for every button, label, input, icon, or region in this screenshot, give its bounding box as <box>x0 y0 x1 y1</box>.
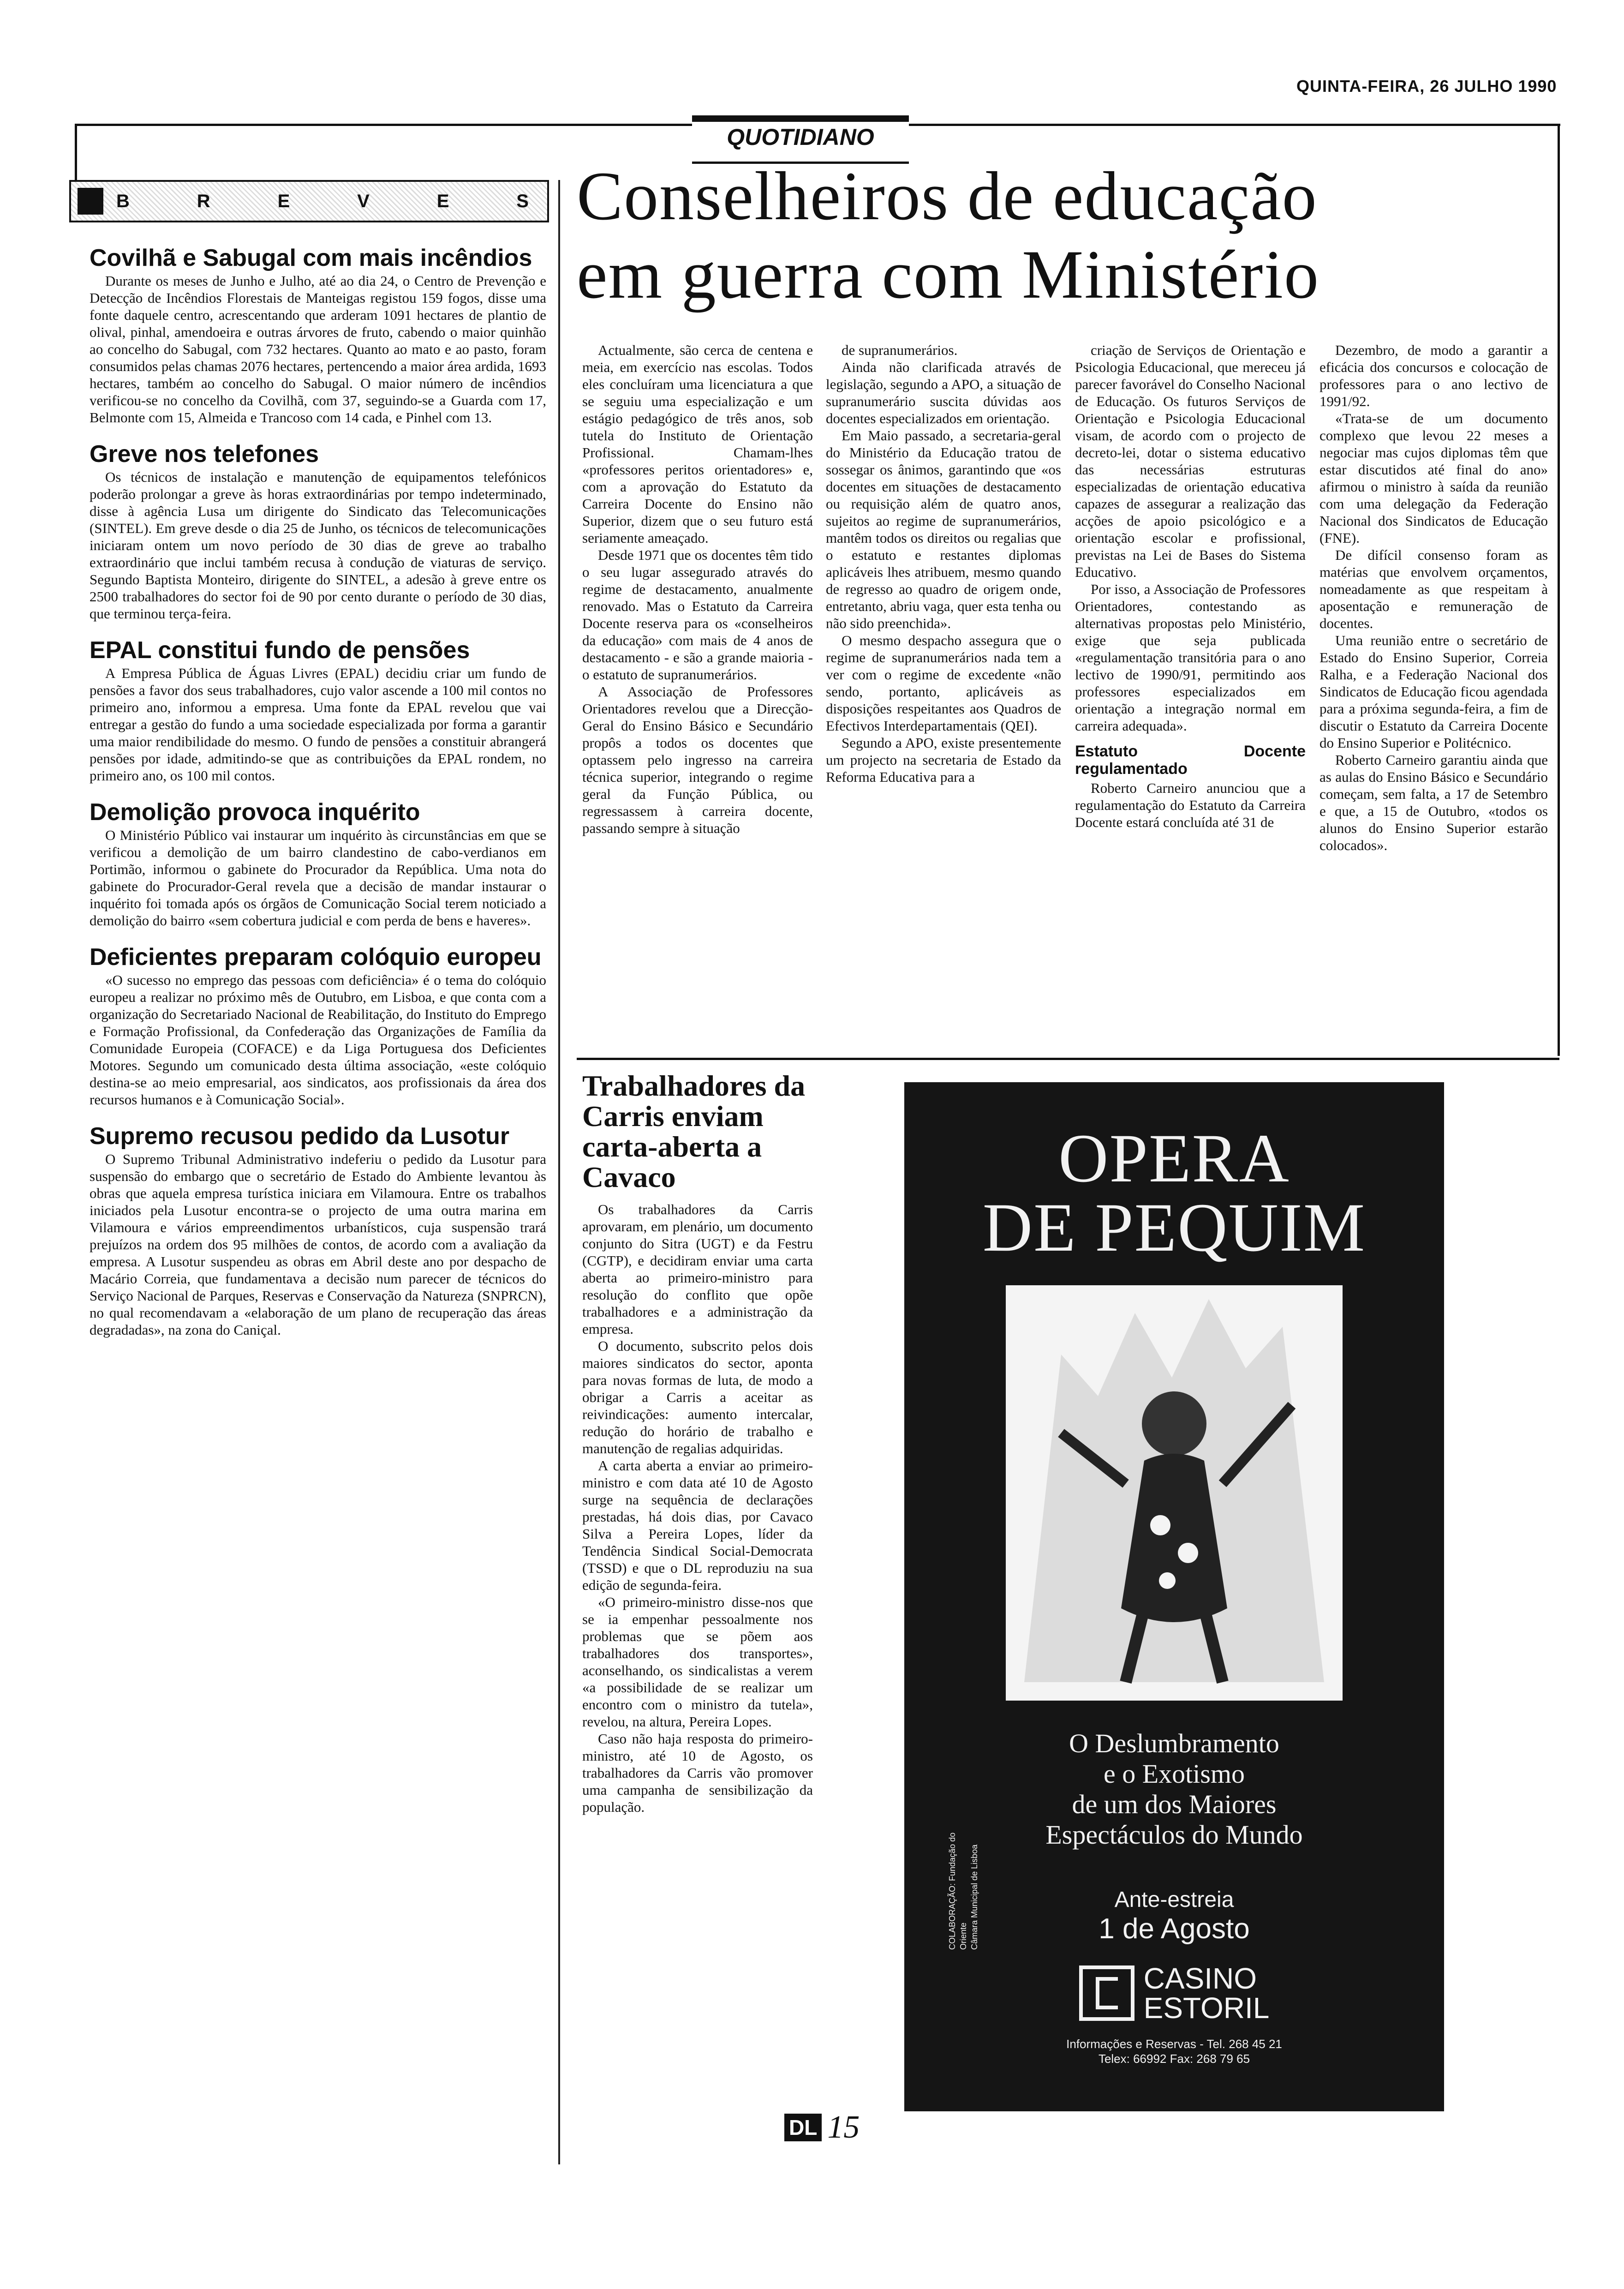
brief-item <box>90 1124 546 1338</box>
banner-letter: V <box>357 191 370 211</box>
ad-title-line: DE PEQUIM <box>982 1189 1366 1266</box>
brief-item <box>90 800 546 929</box>
section-label: QUOTIDIANO <box>727 124 874 150</box>
casino-estoril-logo <box>904 1964 1444 2023</box>
brief-title: Deficientes preparam colóquio europeu <box>90 944 542 971</box>
brief-body: A Empresa Pública de Águas Livres (EPAL) decidiu criar um fundo de pensões a favor dos seus trabalhadores, cujo valor ascende a 100 mil contos no primeiro ano, informou a empresa. Uma fonte da EPAL revelou que vai entregar a gestão do fundo a uma sociedade especializada por forma a garantir uma maior rendibilidade do mesmo. O fundo de pensões a constituir abrangerá pensões por idade, admitindo-se que as contribuições da EPAL rondem, no primeiro ano, os 100 mil contos. <box>90 665 546 784</box>
carris-article: Trabalhadores da Carris enviam carta-aberta a Cavaco Os trabalhadores da Carris aprovaram, em plenário, um documento conjunto do Sitra (UGT) e da Festru (CGTP), e decidiram enviar uma carta aberta ao primeiro-ministro para resolução do conflito que opõe trabalhadores e a administração da empresa. O documento, subscrito pelos dois maiores sindicatos do sector, aponta para novas formas de luta, de modo a obrigar a Carris a aceitar as reivindicações: aumento intercalar, redução do horário de trabalho e manutenção de regalias adquiridas. A carta aberta a enviar ao primeiro-ministro e com data até 10 de Agosto surge na sequência de declarações prestadas, há dois dias, por Cavaco Silva a Pereira Lopes, líder da Tendência Sindical Social-Democrata (TSSD) e que o DL reproduziu na sua edição de segunda-feira. «O primeiro-ministro disse-nos que se ia empenhar pessoalmente nos problemas que se põem aos trabalhadores dos transportes», aconselhando, os sindicalistas a verem «a possibilidade de se realizar um encontro com o ministro da tutela», revelou, na altura, Pereira Lopes. Caso não haja resposta do primeiro-ministro, até 10 de Agosto, os trabalhadores da Carris vão promover uma campanha de sensibilização da população. <box>582 1069 813 1815</box>
article-subheading: Estatuto Docente regulamentado <box>1075 743 1306 778</box>
ad-tagline-line: Espectáculos do Mundo <box>1045 1820 1303 1850</box>
ad-tagline-line: e o Exotismo <box>1103 1759 1245 1789</box>
banner-letter: E <box>436 191 449 211</box>
banner-letter: B <box>116 191 130 211</box>
ad-contacts: Telex: 66992 Fax: 268 79 65 <box>1098 2052 1250 2066</box>
main-article-col-3: criação de Serviços de Orientação e Psicologia Educacional, que mereceu já parecer favorável do Conselho Nacional de Educação. Os futuros Serviços de Orientação e Psicologia Educacional visam, de acordo com o projecto de decreto-lei, dotar o sistema educativo das necessárias estruturas especializadas de orientação educativa capazes de assegurar a realização das acções de apoio psicológico e a orientação escolar e profissional, previstas na Lei de Bases do Sistema Educativo. Por isso, a Associação de Professores Orientadores, contestando as alternativas propostas pelo Ministério, exige que seja publicada «regulamentação transitória para o ano lectivo de 1990/91, permitindo aos professores especializados em orientação a integração normal em carreira adequada». Estatuto Docente regulamentado Roberto Carneiro anunciou que a regulamentação do Estatuto da Carreira Docente estará concluída até 31 de <box>1075 342 1306 830</box>
breves-banner <box>69 180 549 222</box>
main-article-col-1: Actualmente, são cerca de centena e meia, em exercício nas escolas. Todos eles concluíram uma licenciatura a que se seguiu uma especialização e um estágio pedagógico de três anos, sob tutela do Instituto de Orientação Profissional. Chamam-lhes «professores peritos orientadores» e, com a aprovação do Estatuto da Carreira Docente do Ensino não Superior, dizem que o seu futuro está seriamente ameaçado. Desde 1971 que os docentes têm tido o seu lugar assegurado através do regime de destacamento, anualmente renovado. Mas o Estatuto da Carreira Docente reserva para os «conselheiros da educação» com mais de 4 anos de destacamento - e são a grande maioria - o estatuto de supranumerários. A Associação de Professores Orientadores revelou que a Direcção-Geral do Ensino Básico e Secundário propôs a todos os docentes que optassem pelo ingresso na carreira técnica superior, integrando o regime geral da Função Pública, ou regressassem à carreira docente, passando sempre à situação <box>582 342 813 836</box>
brief-title: EPAL constitui fundo de pensões <box>90 637 470 664</box>
banner-letter: R <box>197 191 210 211</box>
ad-tagline-line: de um dos Maiores <box>1072 1789 1277 1819</box>
main-article-col-2: de supranumerários. Ainda não clarificada através de legislação, segundo a APO, a situação de supranumerário suscita dúvidas aos docentes especializados em orientação. Em Maio passado, a secretaria-geral do Ministério da Educação tratou de sossegar os ânimos, garantindo que «os docentes em situações de destacamento ou requisição além de quatro anos, sujeitos ao regime de supranumerários, mantêm todos os direitos ou regalias que o estatuto e restantes diplomas aplicáveis lhes atribuem, mesmo quando de regresso ao quadro de origem onde, entretanto, abriu vaga, quer esta tenha ou não sido preenchida». O mesmo despacho assegura que o regime de supranumerários nada tem a ver com o regime de excedente «não sendo, portanto, aplicáveis as disposições respeitantes aos Quadros de Efectivos Interdepartamentais (QEI). Segundo a APO, existe presentemente um projecto na secretaria de Estado da Reforma Educativa para a <box>826 342 1061 785</box>
article-bottom-rule <box>577 1058 1559 1060</box>
main-headline <box>577 157 1555 314</box>
opera-advertisement[interactable] <box>904 1082 1444 2111</box>
casino-name-line: CASINO <box>1143 1962 1257 1995</box>
opera-performer-illustration <box>1006 1285 1343 1701</box>
brief-title: Covilhã e Sabugal com mais incêndios <box>90 245 532 271</box>
ad-title-line: OPERA <box>1058 1120 1290 1197</box>
brief-title: Supremo recusou pedido da Lusotur <box>90 1123 510 1150</box>
ad-sponsors <box>947 1811 980 1950</box>
main-article-col-4: Dezembro, de modo a garantir a eficácia dos concursos e colocação de professores para o ano lectivo de 1991/92. «Trata-se de um documento complexo que levou 22 meses a negociar mas cujos diplomas têm que estar discutidos até final do ano» afirmou o ministro à saída da reunião com uma delegação da Federação Nacional dos Sindicatos de Educação (FNE). De difícil consenso foram as matérias que envolvem orçamentos, nomeadamente as que respeitam à aposentação e remuneração de docentes. Uma reunião entre o secretário de Estado do Ensino Superior, Correia Ralha, e a Federação Nacional dos Sindicatos de Educação ficou agendada para a próxima segunda-feira, a fim de discutir o Estatuto da Carreira Docente do Ensino Superior e Politécnico. Roberto Carneiro garantiu ainda que as aulas do Ensino Básico e Secundário começam, sem falta, a 17 de Setembro e que, a 15 de Outubro, «todos os alunos do Ensino Superior estarão colocados». <box>1320 342 1548 853</box>
dl-logo: DL <box>784 2114 822 2141</box>
breves-column <box>69 180 560 2164</box>
ad-premiere-date: 1 de Agosto <box>1099 1913 1250 1945</box>
casino-logo-icon <box>1079 1965 1134 2021</box>
frame-left-rule <box>75 124 77 188</box>
brief-item <box>90 945 546 1108</box>
main-headline-line: Conselheiros de educação <box>577 158 1318 234</box>
ad-premiere-label: Ante-estreia <box>1114 1888 1234 1912</box>
brief-title: Greve nos telefones <box>90 441 319 467</box>
brief-body: «O sucesso no emprego das pessoas com deficiência» é o tema do colóquio europeu a realizar no próximo mês de Outubro, em Lisboa, e que conta com a organização do Secretariado Nacional de Reabilitação, do Instituto do Emprego e Formação Profissional, da Confederação das Organizações de Família da Comunidade Europeia (COFACE) e da Liga Portuguesa dos Deficientes Motores. Segundo um comunicado desta última associação, «este colóquio destina-se ao meio empresarial, aos sindicatos, aos profissionais da área dos recursos humanos e à Comunicação Social». <box>90 972 546 1108</box>
page-number: 15 <box>827 2109 860 2145</box>
brief-body: Os técnicos de instalação e manutenção de equipamentos telefónicos poderão prolongar a greve às horas extraordinárias por tempo indeterminado, disse à agência Lusa um dirigente do Sindicato das Telecomunicações (SINTEL). Em greve desde o dia 25 de Junho, os técnicos de telecomunicações iniciaram ontem um novo período de 30 dias de greve ao trabalho extraordinário que inclui também recusa à condução de viaturas de serviço. Segundo Baptista Monteiro, dirigente do SINTEL, a adesão à greve entre os 2500 trabalhadores do sector foi de 90 por cento durante o período de 30 dias, que terminou terça-feira. <box>90 469 546 622</box>
brief-item <box>90 246 546 426</box>
brief-title: Demolição provoca inquérito <box>90 799 420 826</box>
banner-letter: S <box>516 191 529 211</box>
brief-item <box>90 442 546 622</box>
frame-right-rule <box>1558 124 1560 1056</box>
ad-tagline-line: O Deslumbramento <box>1069 1728 1279 1758</box>
ad-sponsor-line: COLABORAÇÃO: Fundação do Oriente <box>948 1832 968 1950</box>
ad-info: Informações e Reservas - Tel. 268 45 21 <box>1066 2037 1282 2051</box>
ad-sponsor-line: Câmara Municipal de Lisboa <box>970 1844 979 1950</box>
banner-square-icon <box>78 188 103 215</box>
page-footer <box>784 2109 860 2146</box>
ad-tagline <box>904 1728 1444 1850</box>
ad-title <box>904 1120 1444 1266</box>
brief-body: O Supremo Tribunal Administrativo indeferiu o pedido da Lusotur para suspensão do embargo que o secretário de Estado do Ambiente levantou às obras que aquela empresa turística iniciara em Vilamoura. Entre os trabalhos iniciados pela Lusotur encontra-se o projecto de uma outra marina em Vilamoura e vários empreendimentos urbanísticos, cuja suspensão trará prejuízos na ordem dos 95 milhões de contos, de acordo com a avaliação da empresa. A Lusotur suspendeu as obras em Abril deste ano por despacho de Macário Correia, que fundamentava a decisão num parecer de técnicos do Serviço Nacional de Parques, Reservas e Conservação da Natureza (SNPRCN), no qual recomendavam a «elaboração de um plano de recuperação das áreas degradadas», na zona do Caniçal. <box>90 1151 546 1338</box>
casino-name-line: ESTORIL <box>1143 1991 1270 2025</box>
brief-body: Durante os meses de Junho e Julho, até ao dia 24, o Centro de Prevenção e Detecção de Incêndios Florestais de Manteigas registou 159 fogos, disse uma fonte daquele centro, acrescentando que arderam 1091 hectares de plantio de olival, pinhal, amendoeira e outras árvores de fruto, cabendo o maior quinhão ao concelho do Sabugal, com 732 hectares. Quanto ao mato e ao pasto, foram consumidos pelas chamas 2076 hectares, pertencendo a maior área ardida, 1693 hectares, também ao concelho do Sabugal. O maior número de incêndios verificou-se no concelho da Covilhã, com 37, seguindo-se a Guarda com 17, Belmonte com 15, Almeida e Trancoso com 14 cada, e Pinhel com 13. <box>90 273 546 425</box>
issue-date: QUINTA-FEIRA, 26 JULHO 1990 <box>1296 77 1557 96</box>
main-headline-line: em guerra com Ministério <box>577 236 1320 313</box>
carris-title: Trabalhadores da Carris enviam carta-aberta a Cavaco <box>582 1069 806 1193</box>
brief-body: O Ministério Público vai instaurar um inquérito às circunstâncias em que se verificou a demolição de um bairro clandestino de cabo-verdianos em Portimão, informou o gabinete do Procurador da República. Uma nota do gabinete do Procurador-Geral revela que a decisão de mandar instaurar o inquérito foi tomada após os órgãos de Comunicação Social terem noticiado a demolição do bairro «sem cobertura judicial e com perda de bens e haveres». <box>90 827 546 929</box>
banner-letter: E <box>277 191 290 211</box>
brief-item <box>90 638 546 784</box>
